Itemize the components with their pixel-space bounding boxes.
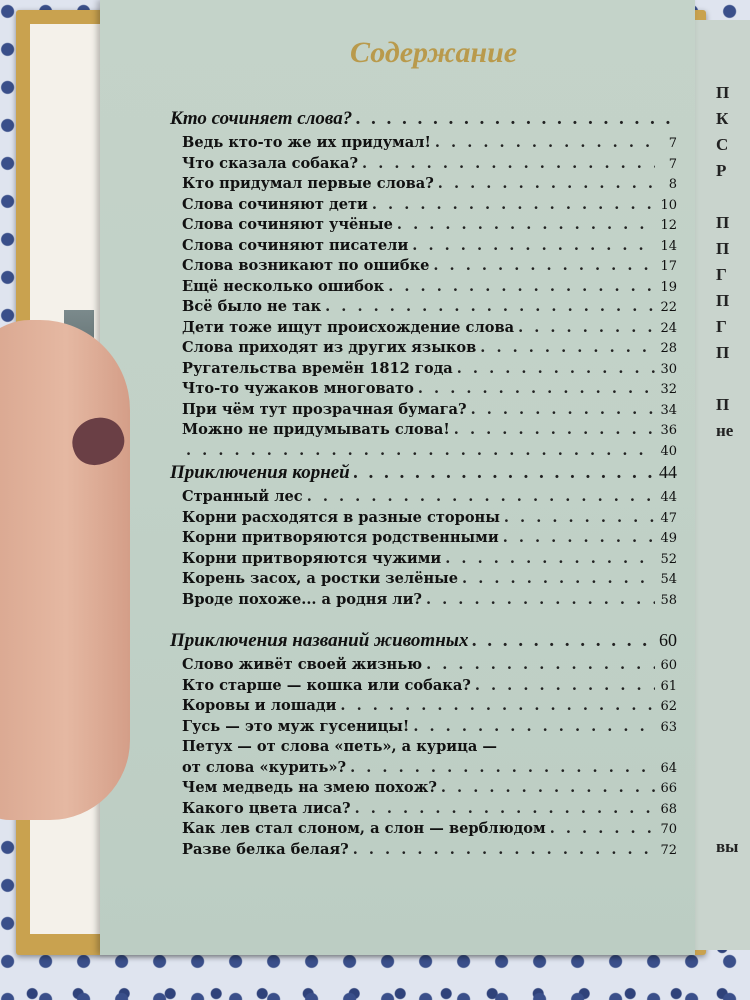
next-page-letter: П (716, 291, 730, 310)
toc-entry-title: Слова сочиняют писатели (182, 236, 409, 254)
next-page-letter (716, 574, 750, 600)
toc-entry-title: При чём тут прозрачная бумага? (182, 400, 467, 418)
toc-entry-title: Ругательства времён 1812 года (182, 359, 453, 377)
next-page-letter: П (716, 213, 730, 232)
toc-section-title[interactable] (170, 462, 677, 488)
toc-entry[interactable] (170, 155, 677, 176)
dot-leader (503, 529, 655, 546)
toc-entry-page-number: 19 (660, 279, 677, 295)
dot-leader (435, 134, 655, 151)
dot-leader (475, 677, 655, 694)
toc-entry-title: Кто придумал первые слова? (182, 175, 434, 192)
toc-entry-page-number: 62 (660, 699, 677, 714)
next-page-letter (716, 470, 750, 496)
toc-entry-page-number: 14 (660, 238, 677, 254)
dot-leader (356, 108, 673, 130)
toc-entry-page-number: 36 (660, 423, 677, 438)
toc-entry-title: Можно не придумывать слова! (182, 421, 450, 438)
dot-leader (307, 488, 655, 505)
toc-entry-page-number: 47 (660, 510, 677, 526)
toc-entry[interactable] (170, 421, 677, 442)
next-page-letter (716, 600, 750, 626)
toc-entry-title: Странный лес (182, 488, 303, 505)
toc-section-title[interactable] (170, 108, 677, 134)
dot-leader (355, 800, 655, 817)
toc-entry-page-number: 40 (660, 443, 677, 459)
dot-leader (471, 401, 655, 418)
dot-leader (550, 820, 655, 837)
dot-leader (350, 759, 655, 776)
next-page-letter (716, 756, 750, 782)
dot-leader (340, 697, 655, 714)
toc-entry-page-number: 7 (668, 136, 677, 151)
toc-entry[interactable] (170, 656, 677, 677)
toc-entry-title: Коровы и лошади (182, 697, 337, 714)
toc-entry[interactable] (170, 820, 677, 841)
toc-section (170, 108, 677, 462)
toc-entry[interactable] (170, 800, 677, 821)
toc-entry[interactable] (170, 718, 677, 739)
dot-leader (441, 779, 655, 796)
section-page-number: 60 (659, 630, 677, 650)
toc-entry[interactable] (170, 360, 677, 381)
toc-entry-page-number: 54 (660, 572, 677, 587)
toc-entry-title: Слова возникают по ошибке (182, 257, 430, 274)
section-title-text: Приключения корней (170, 462, 350, 483)
toc-entry[interactable] (170, 570, 677, 591)
dot-leader (457, 360, 655, 377)
toc-entry-title: от слова «курить»? (182, 758, 347, 776)
toc-entry-title: Дети тоже ищут происхождение слова (182, 318, 515, 336)
toc-entry[interactable] (170, 697, 677, 718)
next-page-letter (716, 522, 750, 548)
next-page-letter (716, 496, 750, 522)
toc-entry-page-number: 30 (660, 361, 677, 377)
toc-entry-title: Корни притворяются родственными (182, 529, 499, 546)
next-page-letter (716, 808, 750, 834)
next-page-letter (716, 184, 750, 210)
toc-entry[interactable] (170, 175, 677, 196)
toc-entry-title: Корни притворяются чужими (182, 549, 442, 567)
toc-entry-page-number: 52 (660, 551, 677, 567)
next-page-letter: Г (716, 317, 727, 336)
dot-leader (454, 421, 655, 438)
next-page-letter: К (716, 109, 729, 128)
toc-entry-title: Всё было не так (182, 298, 322, 315)
toc-entry-title: Петух — от слова «петь», а курица — (182, 738, 498, 755)
next-page-letter (716, 704, 750, 730)
toc-entry-page-number: 22 (660, 300, 677, 315)
dot-leader (397, 216, 655, 233)
toc-section (170, 630, 677, 861)
toc-entry-title: Корень засох, а ростки зелёные (182, 570, 459, 587)
section-title-text: Приключения названий животных (170, 630, 469, 651)
toc-entry[interactable] (170, 529, 677, 550)
toc-entry[interactable] (170, 257, 677, 278)
dot-leader (426, 656, 655, 673)
toc-entry-title: Слова сочиняют дети (182, 195, 368, 213)
section-page-number: 44 (659, 462, 677, 482)
toc-entry-title: Слова сочиняют учёные (182, 216, 393, 233)
next-page-letter (716, 548, 750, 574)
toc-entry-title: Слово живёт своей жизнью (182, 656, 423, 673)
dot-leader (518, 319, 655, 336)
hand (0, 320, 130, 820)
toc-entry-title: Ведь кто-то же их придумал! (182, 134, 431, 151)
dot-leader (480, 339, 655, 356)
page-title: Содержание (350, 36, 518, 69)
toc-entry-page-number: 12 (660, 218, 677, 233)
toc-entry[interactable] (170, 380, 677, 401)
next-page-letter (716, 782, 750, 808)
next-page-letter: Р (716, 161, 727, 180)
toc-entry[interactable] (170, 401, 677, 422)
toc-entry-title: Вроде похоже... а родня ли? (182, 590, 422, 608)
toc-entry-title: Корни расходятся в разные стороны (182, 508, 500, 526)
dot-leader (353, 841, 655, 858)
next-page-letter (716, 652, 750, 678)
toc-entry-title: Кто старше — кошка или собака? (182, 676, 471, 694)
dot-leader (438, 175, 655, 192)
toc-entry[interactable] (170, 488, 677, 509)
next-page-text (716, 80, 750, 860)
toc-entry[interactable] (170, 677, 677, 698)
toc-entry-page-number: 64 (660, 760, 677, 776)
toc-entry[interactable] (170, 216, 677, 237)
toc-entry[interactable] (170, 278, 677, 299)
toc-section (170, 462, 677, 611)
toc-entry-page-number: 60 (660, 658, 677, 673)
toc-entry-page-number: 61 (660, 678, 677, 694)
next-page-letter (716, 366, 750, 392)
dot-leader (362, 155, 655, 172)
toc-entry-page-number: 7 (668, 156, 677, 172)
toc-entry-page-number: 34 (660, 402, 677, 418)
next-page-letter: П (716, 343, 730, 362)
dot-leader (418, 380, 655, 397)
toc-entry[interactable] (170, 779, 677, 800)
dot-leader (426, 591, 655, 608)
dot-leader (445, 550, 655, 567)
next-page-letter (716, 626, 750, 652)
contents-page (100, 0, 695, 955)
toc-entry[interactable] (170, 298, 677, 319)
dot-leader (472, 630, 655, 652)
toc-entry-page-number: 49 (660, 531, 677, 546)
toc-entry[interactable] (170, 759, 677, 780)
dot-leader (388, 278, 655, 295)
toc-entry-title: Гусь — это муж гусеницы! (182, 717, 410, 735)
toc-entry-page-number: 24 (660, 320, 677, 336)
toc-entry-page-number: 68 (660, 801, 677, 817)
toc-entry[interactable] (170, 442, 677, 463)
dot-leader (372, 196, 655, 213)
toc-entry-page-number: 8 (668, 177, 677, 192)
dot-leader (504, 509, 655, 526)
toc-entry-page-number: 32 (660, 382, 677, 397)
next-page-letter (716, 730, 750, 756)
toc-entry[interactable] (170, 196, 677, 217)
dot-leader (354, 462, 655, 484)
dot-leader (412, 237, 655, 254)
next-page-letter: Г (716, 265, 727, 284)
toc-entry-page-number: 66 (660, 781, 677, 796)
toc-entry-title: Как лев стал слоном, а слон — верблюдом (182, 820, 546, 837)
toc-entry-title: Разве белка белая? (182, 840, 349, 858)
toc-entry-page-number: 17 (660, 259, 677, 274)
next-page-letter: вы (716, 837, 739, 856)
dot-leader (462, 570, 655, 587)
next-page-letter: П (716, 395, 730, 414)
toc-entry-page-number: 70 (660, 822, 677, 837)
toc-entry[interactable] (170, 509, 677, 530)
dot-leader (433, 257, 655, 274)
toc-entry-title: Что-то чужаков многовато (182, 380, 414, 397)
next-page-letter: П (716, 239, 730, 258)
toc-entry-page-number: 10 (660, 197, 677, 213)
dot-leader (186, 442, 655, 459)
next-page-letter: не (716, 421, 734, 440)
toc-entry[interactable] (170, 339, 677, 360)
toc-entry-title: Что сказала собака? (182, 154, 359, 172)
toc-entry-page-number: 72 (660, 842, 677, 858)
toc-entry-page-number: 63 (660, 719, 677, 735)
toc-section-title[interactable] (170, 630, 677, 656)
toc-entry[interactable] (170, 550, 677, 571)
dot-leader (325, 298, 655, 315)
next-page-letter: С (716, 135, 729, 154)
next-page-letter: П (716, 83, 730, 102)
toc-entry[interactable] (170, 738, 677, 759)
next-page-letter (716, 444, 750, 470)
toc-entry[interactable] (170, 841, 677, 862)
toc-entry[interactable] (170, 591, 677, 612)
next-page-letter (716, 678, 750, 704)
toc-entry-title: Ещё несколько ошибок (182, 277, 385, 295)
toc-entry[interactable] (170, 134, 677, 155)
toc-entry-title: Чем медведь на змею похож? (182, 779, 437, 796)
section-title-text: Кто сочиняет слова? (170, 108, 353, 129)
toc-entry-page-number: 28 (660, 341, 677, 356)
toc-entry[interactable] (170, 319, 677, 340)
toc-entry-title: Какого цвета лиса? (182, 799, 351, 817)
dot-leader (413, 718, 655, 735)
toc-entry-title: Слова приходят из других языков (182, 339, 477, 356)
toc-entry[interactable] (170, 237, 677, 258)
toc-entry-page-number: 58 (660, 592, 677, 608)
toc-entry-page-number: 44 (660, 490, 677, 505)
